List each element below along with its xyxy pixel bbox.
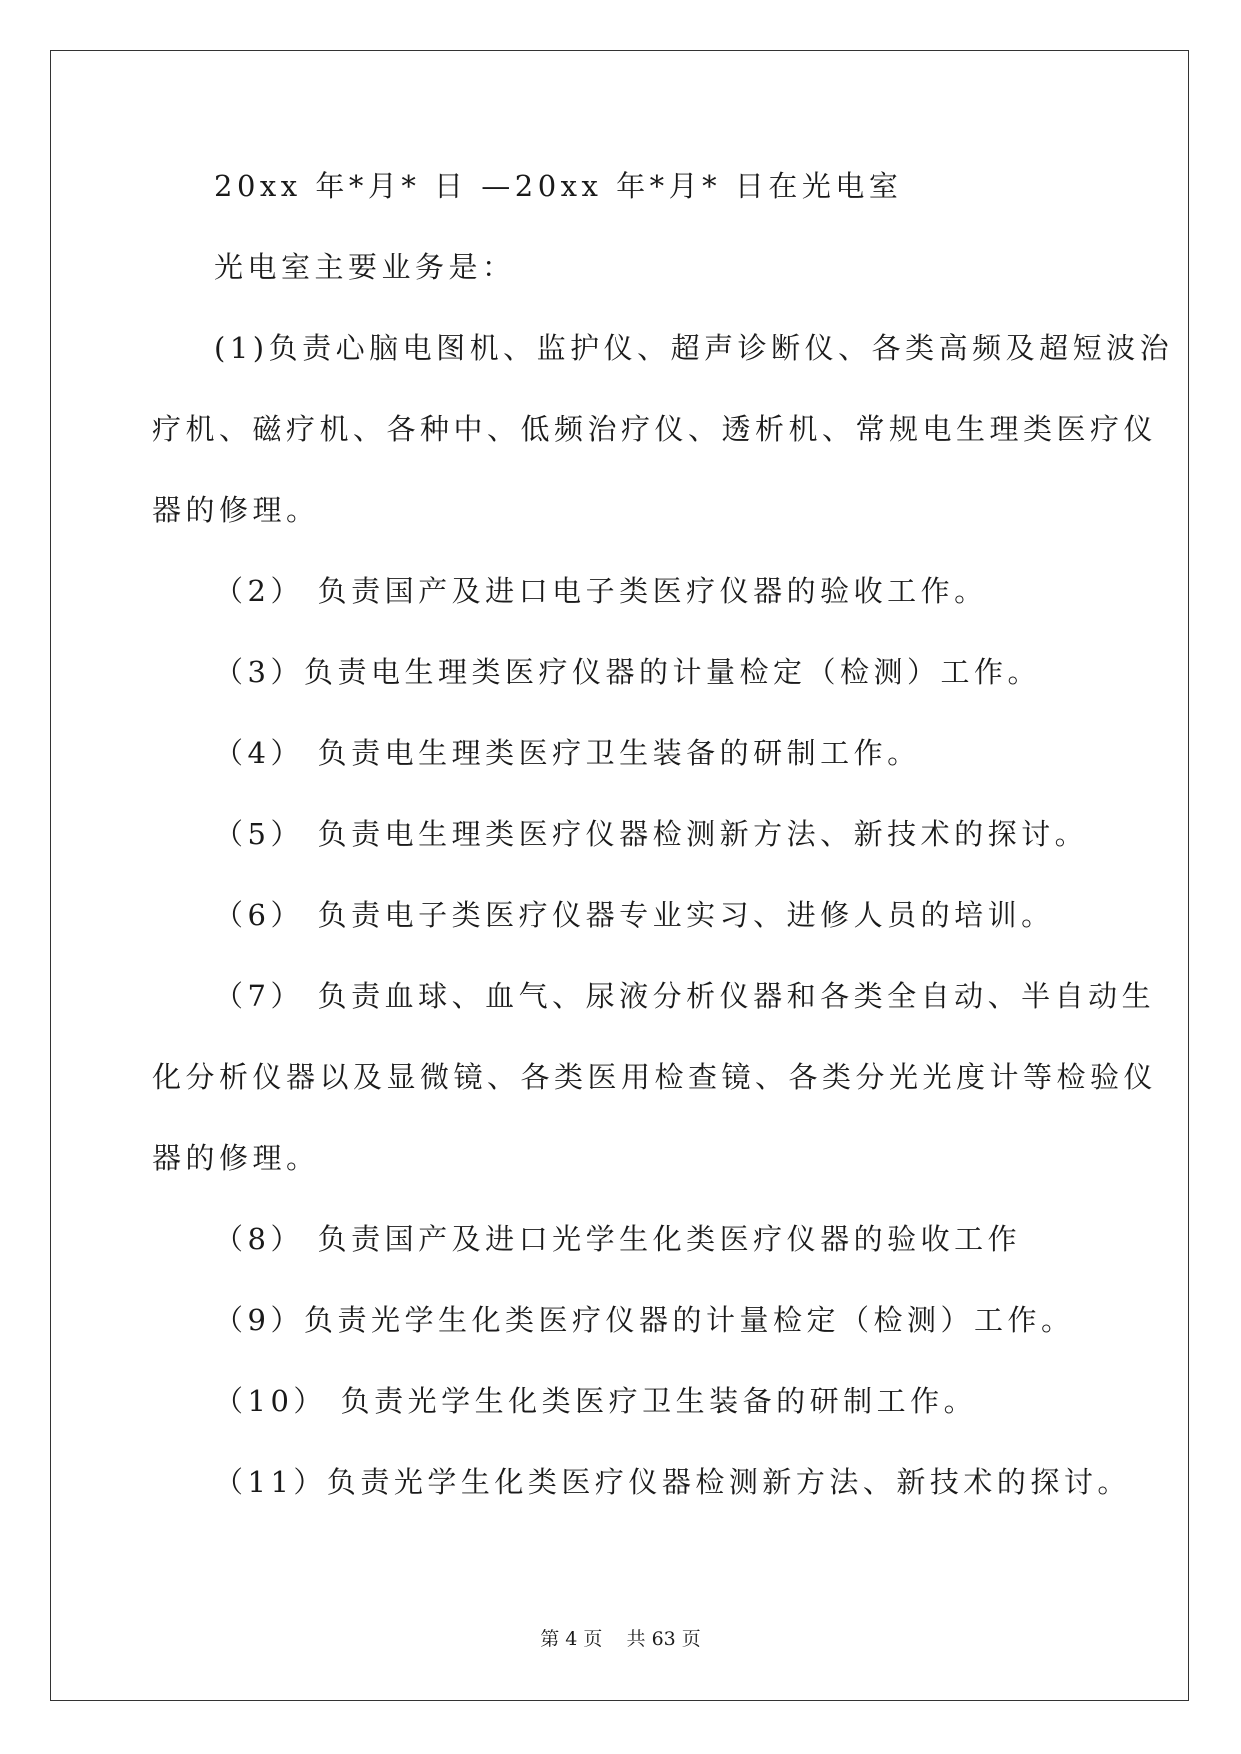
- page-number: 第 4 页: [540, 1628, 603, 1650]
- paragraph-item-4: （4） 负责电生理类医疗卫生装备的研制工作。: [214, 736, 921, 770]
- paragraph-item-5: （5） 负责电生理类医疗仪器检测新方法、新技术的探讨。: [214, 817, 1089, 851]
- paragraph-item-9: （9）负责光学生化类医疗仪器的计量检定（检测）工作。: [214, 1303, 1075, 1337]
- paragraph-item-8: （8） 负责国产及进口光学生化类医疗仪器的验收工作: [214, 1222, 1022, 1256]
- paragraph-line: 器的修理。: [152, 493, 320, 527]
- document-body: [152, 166, 1174, 1502]
- paragraph-line: 器的修理。: [152, 1141, 320, 1175]
- paragraph-line: 疗机、磁疗机、各种中、低频治疗仪、透析机、常规电生理类医疗仪: [152, 412, 1158, 446]
- paragraph-item-11: （11）负责光学生化类医疗仪器检测新方法、新技术的探讨。: [214, 1465, 1131, 1499]
- paragraph-line: （7） 负责血球、血气、尿液分析仪器和各类全自动、半自动生: [214, 979, 1156, 1013]
- paragraph-item-3: （3）负责电生理类医疗仪器的计量检定（检测）工作。: [214, 655, 1041, 689]
- paragraph-line: (1)负责心脑电图机、监护仪、超声诊断仪、各类高频及超短波治: [214, 331, 1174, 365]
- page-footer: [0, 1628, 1241, 1650]
- paragraph-item-6: （6） 负责电子类医疗仪器专业实习、进修人员的培训。: [214, 898, 1055, 932]
- paragraph-item-2: （2） 负责国产及进口电子类医疗仪器的验收工作。: [214, 574, 988, 608]
- paragraph-date-range: 20xx 年*月* 日 —20xx 年*月* 日在光电室: [214, 169, 903, 203]
- paragraph-item-7: [152, 976, 1158, 1178]
- paragraph-item-1: [152, 328, 1174, 530]
- page-total: 共 63 页: [626, 1628, 701, 1650]
- paragraph-main-business-heading: 光电室主要业务是：: [214, 250, 516, 284]
- paragraph-item-10: （10） 负责光学生化类医疗卫生装备的研制工作。: [214, 1384, 978, 1418]
- paragraph-line: 化分析仪器以及显微镜、各类医用检查镜、各类分光光度计等检验仪: [152, 1060, 1158, 1094]
